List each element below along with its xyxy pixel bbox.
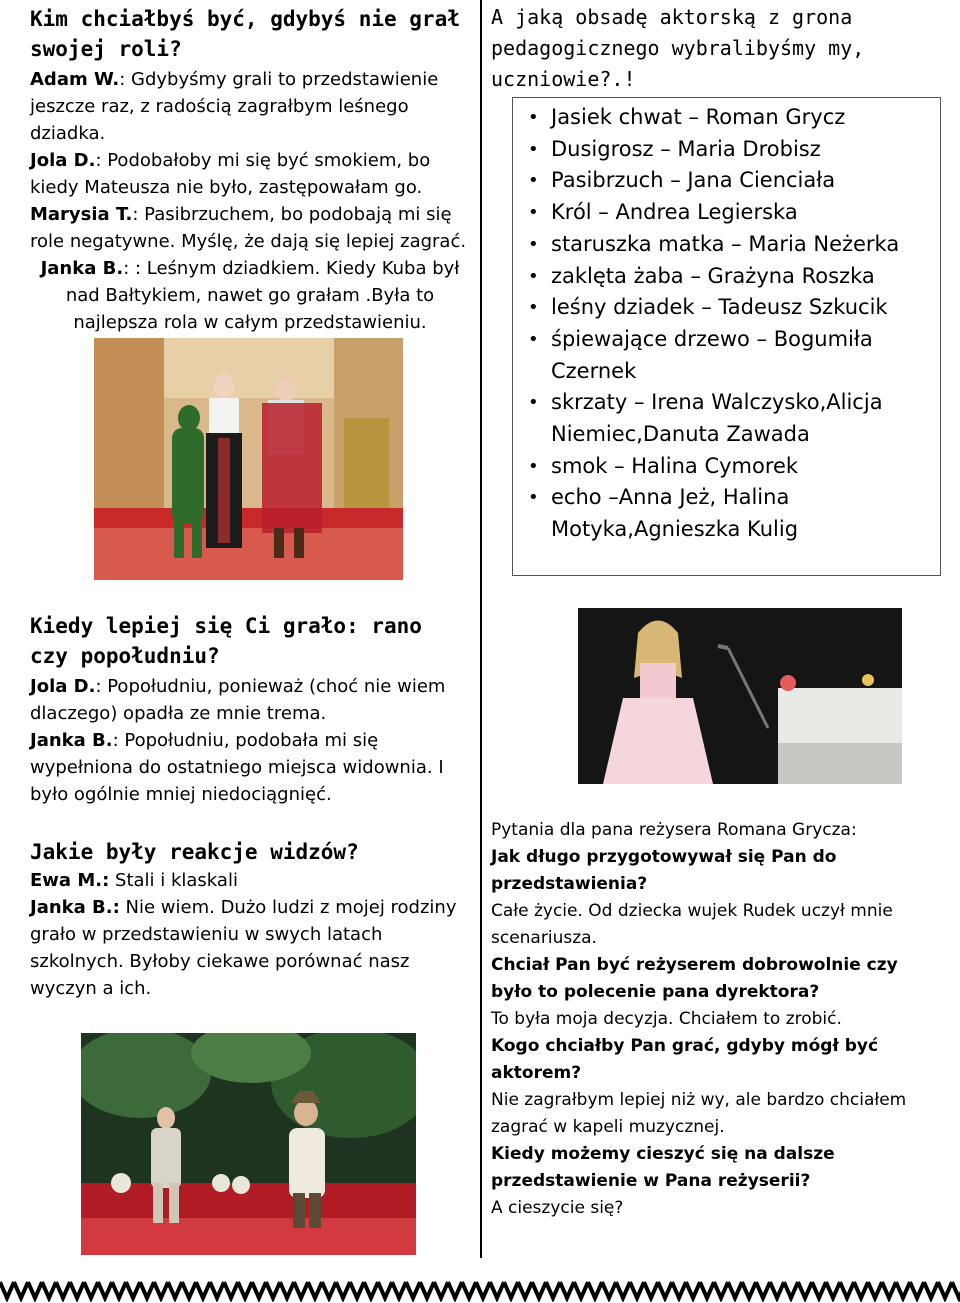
speaker-ewa: Ewa M.: [30,870,110,891]
answer-jola-2-text: : Popołudniu, ponieważ (choć nie wiem dlaczego) opadła ze mnie trema. [30,676,446,724]
answer-janka-2 [30,727,470,808]
cast-item: • śpiewające drzewo – Bogumiła Czernek [521,324,932,387]
interview-answer-4: A cieszycie się? [491,1198,624,1218]
photo-forest-scene [81,1033,416,1255]
stage-scene-image [94,338,403,580]
question-1-block [30,4,470,336]
cast-item: • Król – Andrea Legierska [521,197,932,229]
answer-janka-3-text: Nie wiem. Dużo ludzi z mojej rodziny grało w przedstawieniu w swych latach szkolnych. Byłoby ciekawe porównać nasz wyczyn a ich. [30,897,457,999]
speaker-janka-3: Janka B.: [30,897,120,918]
question-1-heading: Kim chciałbyś być, gdybyś nie grał swojej roli? [30,7,460,61]
answer-adam [30,66,470,147]
cast-question: A jaką obsadę aktorską z grona pedagogicznego wybralibyśmy my, uczniowie?.! [491,5,865,91]
speaker-janka: Janka B. [40,258,124,279]
interview-question-4: Kiedy możemy cieszyć się na dalsze przedstawienie w Pana reżyserii? [491,1144,835,1191]
answer-adam-text: : Gdybyśmy grali to przedstawienie jeszcze raz, z radością zagrałbym leśnego dziadka. [30,69,439,144]
cast-item: • Jasiek chwat – Roman Grycz [521,102,932,134]
forest-scene-image [81,1033,416,1255]
interview-question-3: Kogo chciałby Pan grać, gdyby mógł być aktorem? [491,1036,879,1083]
answer-jola [30,147,470,201]
footer-zigzag-border [0,1278,960,1302]
speaker-jola-2: Jola D. [30,676,96,697]
interview-question-1: Jak długo przygotowywał się Pan do przedstawienia? [491,847,837,894]
interview-answer-3: Nie zagrałbym lepiej niż wy, ale bardzo chciałem zagrać w kapeli muzycznej. [491,1090,907,1137]
answer-ewa [30,867,470,894]
director-intro: Pytania dla pana reżysera Romana Grycza: [491,820,857,840]
interview-question-2: Chciał Pan być reżyserem dobrowolnie czy było to polecenie pana dyrektora? [491,955,898,1002]
answer-marysia [30,201,470,255]
question-3-heading: Jakie były reakcje widzów? [30,840,359,864]
interview-answer-1: Całe życie. Od dziecka wujek Rudek uczył mnie scenariusza. [491,901,893,948]
cast-list [521,102,932,546]
cast-item: • staruszka matka – Maria Neżerka [521,229,932,261]
answer-janka [30,255,470,336]
answer-janka-2-text: : Popołudniu, podobała mi się wypełniona do ostatniego miejsca widownia. I było ogólnie mniej niedociągnięć. [30,730,444,805]
column-divider [480,0,482,1258]
photo-girl-dress [578,608,902,784]
cast-item: • Dusigrosz – Maria Drobisz [521,134,932,166]
director-interview [491,817,941,1222]
interview-answer-2: To była moja decyzja. Chciałem to zrobić. [491,1009,842,1029]
question-2-heading: Kiedy lepiej się Ci grało: rano czy popołudniu? [30,614,422,668]
photo-stage-scene [94,338,403,580]
cast-item: • echo –Anna Jeż, Halina Motyka,Agnieszka Kulig [521,482,932,545]
question-2-block [30,611,470,808]
girl-dress-image [578,608,902,784]
cast-item: • zaklęta żaba – Grażyna Roszka [521,261,932,293]
cast-item: • Pasibrzuch – Jana Cienciała [521,165,932,197]
speaker-janka-2: Janka B. [30,730,113,751]
answer-marysia-text: : Pasibrzuchem, bo podobają mi się role negatywne. Myślę, że dają się lepiej zagrać. [30,204,467,252]
speaker-adam: Adam W. [30,69,120,90]
cast-item: • leśny dziadek – Tadeusz Szkucik [521,292,932,324]
cast-item: • skrzaty – Irena Walczysko,Alicja Niemiec,Danuta Zawada [521,387,932,450]
answer-jola-2 [30,673,470,727]
cast-item: • smok – Halina Cymorek [521,451,932,483]
speaker-marysia: Marysia T. [30,204,133,225]
answer-jola-text: : Podobałoby mi się być smokiem, bo kiedy Mateusza nie było, zastępowałam go. [30,150,431,198]
question-3-block [30,837,470,1002]
answer-ewa-text: Stali i klaskali [109,870,238,891]
speaker-jola: Jola D. [30,150,96,171]
cast-list-box [512,97,941,576]
answer-janka-text: : : Leśnym dziadkiem. Kiedy Kuba był nad Bałtykiem, nawet go grałam .Była to najlepsza rola w całym przedstawieniu. [65,258,460,333]
answer-janka-3 [30,894,470,1002]
